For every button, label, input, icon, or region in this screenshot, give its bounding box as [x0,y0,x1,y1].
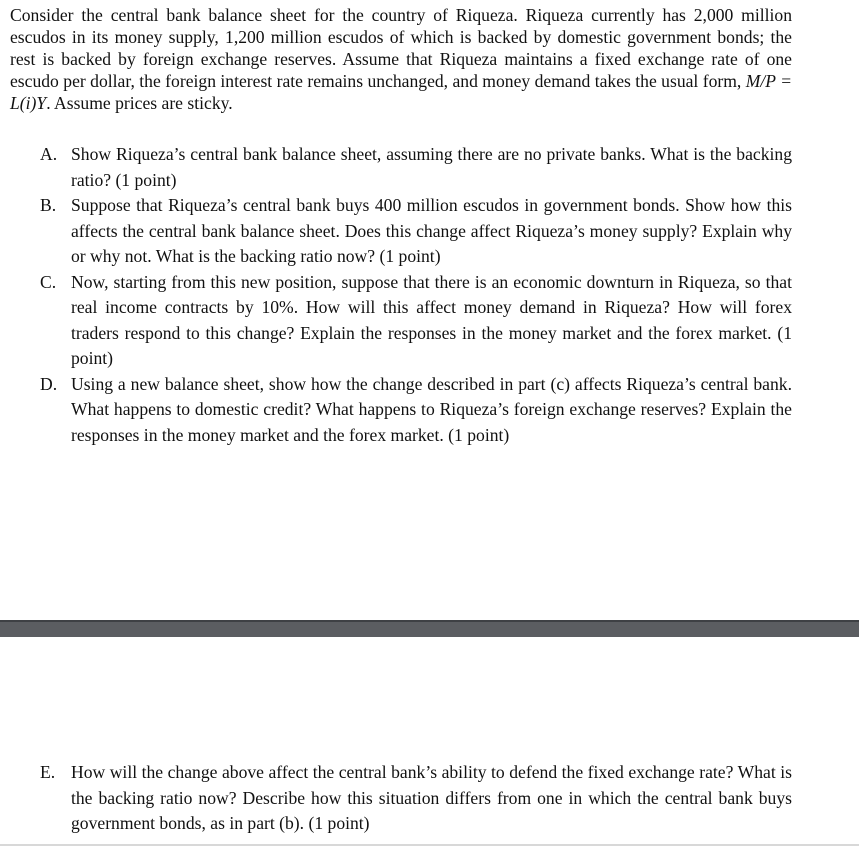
intro-text-end: . Assume prices are sticky. [46,93,233,113]
question-letter: A. [40,144,58,164]
question-text: Now, starting from this new position, suppose that there is an economic downturn in Riqueza, so that real income contracts by 10%. How will this affect money demand in Riqueza? How will forex traders respond to this change? Explain the responses in the money market and the forex market. (1 point) [71,271,792,368]
question-c [40,270,792,372]
question-letter: D. [40,373,58,394]
document-page-2 [0,637,859,846]
question-text: Suppose that Riqueza’s central bank buys 400 million escudos in government bonds. Show how this affects the central bank balance sheet. Does this change affect Riqueza’s money supply? Explain why or why not. What is the backing ratio now? (1 point) [71,195,792,266]
question-list-page-2 [40,760,792,837]
question-d [40,372,792,449]
question-text: Show Riqueza’s central bank balance sheet, assuming there are no private banks. What is the backing ratio? (1 point) [71,144,792,190]
money-demand-formula: M/P = L(i)Y [10,71,792,113]
question-letter: B. [40,195,57,215]
question-text: How will the change above affect the central bank’s ability to defend the fixed exchange rate? What is the backing ratio now? Describe how this situation differs from one in which the central bank buys government bonds, as in part (b). (1 point) [71,762,792,833]
question-letter: E. [40,762,56,782]
question-e [40,760,792,837]
question-text: Using a new balance sheet, show how the change described in part (c) affects Riqueza’s central bank. What happens to domestic credit? What happens to Riqueza’s foreign exchange reserves? Explain the responses in the money market and the forex market. (1 point) [71,373,792,445]
question-a [40,142,792,193]
question-b [40,193,792,270]
intro-paragraph [10,4,792,114]
question-list [40,142,792,448]
intro-text: Consider the central bank balance sheet for the country of Riqueza. Riqueza currently has 2,000 million escudos in its money supply, 1,200 million escudos of which is backed by domestic government bonds; the rest is backed by foreign exchange reserves. Assume that Riqueza maintains a fixed exchange rate of one escudo per dollar, the foreign interest rate remains unchanged, and money demand takes the usual form, [10,5,792,91]
question-letter: C. [40,271,57,292]
page-separator [0,620,859,637]
